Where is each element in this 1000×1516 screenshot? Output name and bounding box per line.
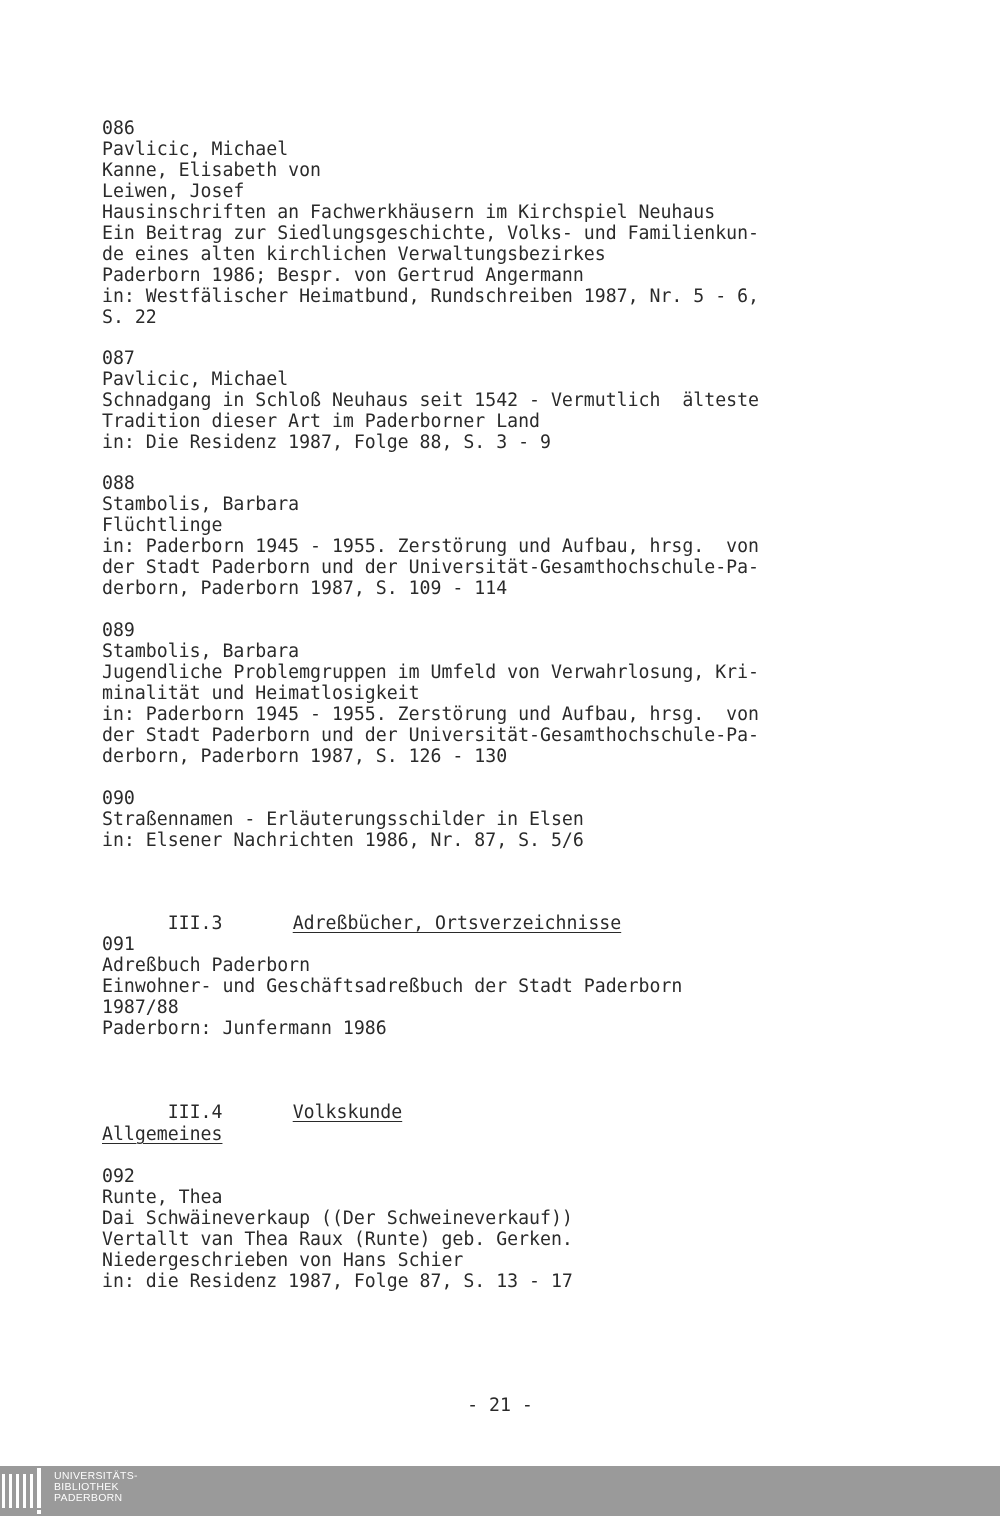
entry-line: in: die Residenz 1987, Folge 87, S. 13 - 17 bbox=[102, 1271, 573, 1292]
entry-number: 092 bbox=[102, 1166, 135, 1187]
page-number: - 21 - bbox=[467, 1395, 533, 1416]
entry-line: Flüchtlinge bbox=[102, 515, 223, 536]
entry-number: 086 bbox=[102, 118, 135, 139]
entry-line: derborn, Paderborn 1987, S. 126 - 130 bbox=[102, 746, 508, 767]
entry-line: Leiwen, Josef bbox=[102, 181, 245, 202]
entry-line: Dai Schwäineverkaup ((Der Schweineverkauf)) bbox=[102, 1208, 573, 1229]
entry-line: Adreßbuch Paderborn bbox=[102, 955, 311, 976]
entry-line: Hausinschriften an Fachwerkhäusern im Kirchspiel Neuhaus bbox=[102, 202, 716, 223]
entry-number: 090 bbox=[102, 788, 135, 809]
entry-line: Pavlicic, Michael bbox=[102, 139, 289, 160]
entry-number: 091 bbox=[102, 934, 135, 955]
section-heading-iii-4 bbox=[102, 1081, 902, 1123]
entry-line: S. 22 bbox=[102, 307, 157, 328]
entry-line: der Stadt Paderborn und der Universität-Gesamthochschule-Pa- bbox=[102, 557, 759, 578]
subheading: Allgemeines bbox=[102, 1124, 223, 1145]
entry-line: in: Die Residenz 1987, Folge 88, S. 3 - 9 bbox=[102, 432, 551, 453]
section-number: III.4 bbox=[167, 1102, 223, 1123]
entry-line: Kanne, Elisabeth von bbox=[102, 160, 321, 181]
entry-line: Runte, Thea bbox=[102, 1187, 223, 1208]
entry-line: Pavlicic, Michael bbox=[102, 369, 289, 390]
entry-line: Paderborn: Junfermann 1986 bbox=[102, 1018, 387, 1039]
entry-089 bbox=[102, 620, 902, 767]
section-number: III.3 bbox=[167, 913, 223, 934]
entry-line: 1987/88 bbox=[102, 997, 179, 1018]
subheading-allgemeines bbox=[102, 1124, 902, 1145]
entry-line: in: Paderborn 1945 - 1955. Zerstörung und Aufbau, hrsg. von bbox=[102, 536, 759, 557]
entry-091 bbox=[102, 934, 902, 1039]
entry-line: Straßennamen - Erläuterungsschilder in Elsen bbox=[102, 809, 584, 830]
entry-number: 087 bbox=[102, 348, 135, 369]
entry-087 bbox=[102, 348, 902, 453]
entry-line: Ein Beitrag zur Siedlungsgeschichte, Volks- und Familienkun- bbox=[102, 223, 759, 244]
entry-line: Schnadgang in Schloß Neuhaus seit 1542 - Vermutlich älteste bbox=[102, 390, 759, 411]
section-title: Adreßbücher, Ortsverzeichnisse bbox=[292, 913, 622, 934]
section-heading-iii-3 bbox=[102, 892, 902, 934]
entry-092 bbox=[102, 1166, 902, 1292]
entry-line: Einwohner- und Geschäftsadreßbuch der Stadt Paderborn bbox=[102, 976, 683, 997]
entry-086 bbox=[102, 118, 902, 328]
logo-line: BIBLIOTHEK bbox=[54, 1481, 119, 1493]
entry-number: 088 bbox=[102, 473, 135, 494]
library-logo-text bbox=[54, 1471, 138, 1504]
entry-088 bbox=[102, 473, 902, 599]
entry-line: Niedergeschrieben von Hans Schier bbox=[102, 1250, 464, 1271]
entry-line: Stambolis, Barbara bbox=[102, 494, 300, 515]
entry-line: Jugendliche Problemgruppen im Umfeld von Verwahrlosung, Kri- bbox=[102, 662, 759, 683]
entry-line: Stambolis, Barbara bbox=[102, 641, 300, 662]
entry-090 bbox=[102, 788, 902, 851]
entry-line: Vertallt van Thea Raux (Runte) geb. Gerken. bbox=[102, 1229, 573, 1250]
entry-line: in: Westfälischer Heimatbund, Rundschreiben 1987, Nr. 5 - 6, bbox=[102, 286, 759, 307]
section-title: Volkskunde bbox=[292, 1102, 403, 1123]
entry-line: Paderborn 1986; Bespr. von Gertrud Angermann bbox=[102, 265, 584, 286]
entry-line: Tradition dieser Art im Paderborner Land bbox=[102, 411, 540, 432]
entry-line: in: Paderborn 1945 - 1955. Zerstörung und Aufbau, hrsg. von bbox=[102, 704, 759, 725]
entry-line: minalität und Heimatlosigkeit bbox=[102, 683, 420, 704]
entry-line: de eines alten kirchlichen Verwaltungsbezirkes bbox=[102, 244, 606, 265]
library-footer bbox=[0, 1466, 1000, 1516]
entry-line: in: Elsener Nachrichten 1986, Nr. 87, S. 5/6 bbox=[102, 830, 584, 851]
entry-number: 089 bbox=[102, 620, 135, 641]
logo-line: UNIVERSITÄTS- bbox=[54, 1470, 138, 1482]
logo-line: PADERBORN bbox=[54, 1492, 123, 1504]
entry-line: derborn, Paderborn 1987, S. 109 - 114 bbox=[102, 578, 508, 599]
library-logo-icon bbox=[0, 1466, 48, 1516]
entry-line: der Stadt Paderborn und der Universität-Gesamthochschule-Pa- bbox=[102, 725, 759, 746]
